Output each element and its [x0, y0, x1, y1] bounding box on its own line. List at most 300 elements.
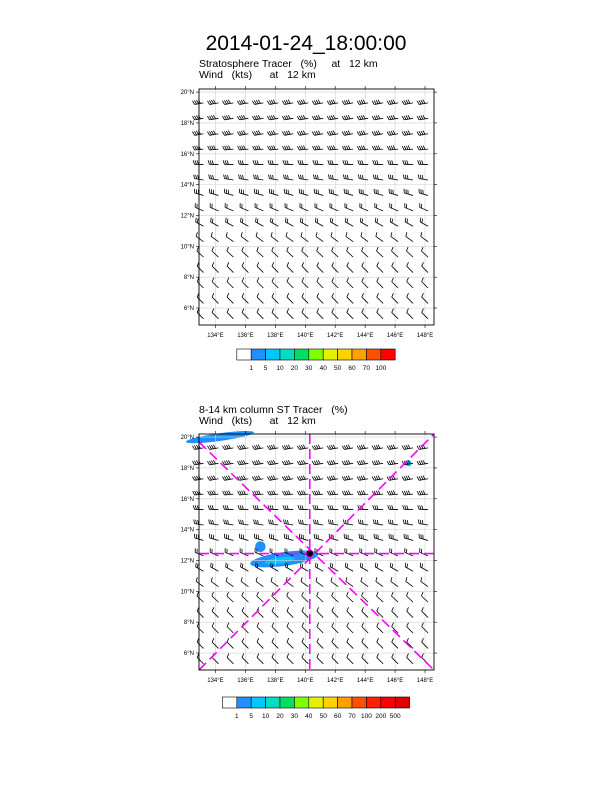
wind-barb-feather: [211, 445, 213, 449]
wind-barb-feather: [239, 174, 240, 178]
wind-barb-feather: [211, 131, 213, 135]
colorbar-panel2: [222, 697, 409, 720]
x-tick-label: 134°E: [207, 678, 224, 684]
wind-barb-feather: [239, 519, 240, 523]
wind-barb-feather: [254, 461, 256, 465]
wind-barb-feather: [257, 160, 258, 164]
wind-barb-feather: [271, 232, 272, 236]
wind-barb-feather: [388, 174, 389, 178]
wind-barb-feather: [212, 564, 213, 568]
wind-barb-feather: [286, 445, 288, 449]
wind-barb-feather: [343, 519, 344, 523]
wind-barb-feather: [287, 219, 288, 223]
wind-barb-feather: [318, 460, 320, 464]
wind-barb-feather: [357, 116, 359, 120]
wind-barb-feather: [317, 247, 319, 251]
wind-barb-feather: [357, 477, 359, 481]
wind-barb-feather: [391, 577, 392, 581]
wind-barb-feather: [301, 146, 303, 150]
wind-barb-shaft: [361, 581, 368, 586]
wind-barb-feather: [348, 131, 350, 135]
wind-barb-feather: [346, 445, 348, 449]
wind-barb-feather: [267, 477, 269, 481]
wind-barb-feather: [208, 491, 210, 495]
wind-barb-feather: [272, 654, 274, 658]
wind-barb-feather: [377, 638, 379, 642]
wind-barb-feather: [196, 218, 197, 222]
wind-barb-feather: [300, 505, 301, 509]
wind-barb-feather: [287, 278, 289, 282]
wind-barb-shaft: [254, 179, 263, 180]
wind-barb-shaft: [360, 207, 368, 210]
wind-barb-feather: [406, 247, 408, 251]
wind-barb-feather: [317, 262, 319, 266]
wind-barb-shaft: [299, 524, 308, 525]
wind-barb-feather: [257, 505, 258, 509]
wind-barb-feather: [256, 115, 258, 119]
wind-barb-feather: [196, 100, 198, 104]
wind-barb-feather: [237, 461, 239, 465]
wind-barb-shaft: [225, 524, 234, 525]
wind-barb-feather: [345, 175, 346, 179]
wind-barb-feather: [227, 505, 228, 509]
wind-barb-feather: [227, 293, 229, 297]
wind-barb-feather: [211, 563, 212, 567]
wind-barb-shaft: [374, 538, 383, 540]
wind-barb-feather: [375, 505, 376, 509]
wind-barb-feather: [375, 218, 376, 222]
wind-barb-feather: [227, 247, 229, 251]
wind-barb-shaft: [420, 222, 428, 226]
wind-barb-feather: [313, 160, 314, 164]
wind-barb-feather: [378, 445, 380, 449]
wind-barb-feather: [328, 505, 329, 509]
wind-barb-feather: [357, 132, 359, 136]
wind-barb-feather: [362, 278, 364, 282]
wind-barb-shaft: [377, 627, 383, 633]
x-tick-label: 138°E: [267, 333, 284, 339]
wind-barb-feather: [332, 520, 333, 524]
wind-barb-feather: [316, 232, 317, 236]
wind-barb-feather: [302, 564, 303, 568]
wind-barb-feather: [268, 491, 270, 495]
wind-barb-feather: [391, 247, 393, 251]
wind-barb-feather: [417, 446, 419, 450]
wind-barb-feather: [347, 592, 349, 596]
wind-barb-feather: [268, 160, 269, 164]
wind-barb-feather: [392, 262, 394, 266]
wind-barb-shaft: [242, 596, 249, 602]
colorbar-box: [395, 697, 409, 708]
wind-barb-shaft: [331, 236, 338, 241]
wind-barb-shaft: [317, 627, 323, 633]
colorbar-label: 5: [249, 713, 254, 720]
colorbar-box: [309, 697, 323, 708]
wind-barb-feather: [243, 175, 244, 179]
wind-barb-feather: [242, 607, 244, 611]
wind-barb-feather: [238, 491, 240, 495]
wind-barb-feather: [392, 654, 394, 658]
wind-barb-feather: [421, 247, 423, 251]
wind-barb-feather: [193, 491, 195, 495]
wind-barb-feather: [405, 218, 406, 222]
wind-barb-feather: [271, 445, 273, 449]
wind-barb-feather: [377, 654, 379, 658]
wind-barb-feather: [373, 174, 374, 178]
wind-barb-shaft: [241, 236, 248, 241]
wind-barb-feather: [345, 160, 346, 164]
wind-barb-feather: [271, 476, 273, 480]
wind-barb-feather: [255, 505, 256, 509]
wind-barb-shaft: [347, 627, 353, 633]
wind-barb-feather: [346, 232, 347, 236]
wind-barb-shaft: [197, 627, 203, 633]
wind-barb-feather: [315, 563, 316, 567]
wind-barb-feather: [389, 146, 391, 150]
wind-barb-shaft: [377, 642, 383, 648]
wind-barb-feather: [359, 491, 361, 495]
wind-barb-feather: [227, 607, 229, 611]
wind-barb-feather: [286, 100, 288, 104]
wind-barb-feather: [406, 577, 407, 581]
wind-barb-feather: [285, 218, 286, 222]
wind-barb-feather: [418, 519, 419, 523]
wind-barb-feather: [408, 100, 410, 104]
wind-barb-feather: [332, 160, 333, 164]
wind-barb-feather: [362, 309, 364, 313]
wind-barb-feather: [318, 445, 320, 449]
wind-barb-feather: [211, 476, 213, 480]
wind-barb-shaft: [419, 524, 428, 525]
wind-barb-feather: [227, 262, 229, 266]
wind-barb-feather: [227, 654, 229, 658]
wind-barb-shaft: [269, 524, 278, 525]
wind-barb-shaft: [391, 596, 398, 602]
storm-center-marker: [306, 550, 313, 557]
wind-barb-shaft: [210, 179, 219, 180]
wind-barb-feather: [392, 623, 394, 627]
wind-barb-shaft: [210, 193, 219, 195]
wind-barb-feather: [272, 278, 274, 282]
wind-barb-shaft: [284, 179, 293, 180]
wind-barb-feather: [225, 160, 226, 164]
y-tick-label: 6°N: [183, 306, 194, 313]
wind-barb-feather: [224, 131, 226, 135]
wind-barb-feather: [346, 100, 348, 104]
wind-barb-feather: [227, 564, 228, 568]
wind-barb-feather: [378, 491, 380, 495]
wind-barb-feather: [196, 115, 198, 119]
wind-barb-feather: [388, 519, 389, 523]
wind-barb-shaft: [287, 251, 294, 257]
wind-barb-feather: [359, 445, 361, 449]
wind-barb-feather: [329, 100, 331, 104]
wind-barb-feather: [285, 175, 286, 179]
wind-barb-feather: [284, 116, 286, 120]
wind-barb-shaft: [255, 193, 264, 195]
wind-barb-feather: [197, 247, 199, 251]
wind-barb-shaft: [405, 222, 413, 226]
wind-barb-feather: [407, 654, 409, 658]
wind-barb-feather: [327, 146, 329, 150]
wind-barb-feather: [196, 476, 198, 480]
wind-barb-feather: [372, 461, 374, 465]
wind-barb-shaft: [257, 297, 263, 303]
wind-barb-feather: [359, 100, 361, 104]
wind-barb-feather: [208, 160, 209, 164]
wind-barb-feather: [196, 232, 197, 236]
wind-barb-feather: [327, 491, 329, 495]
wind-barb-feather: [257, 262, 259, 266]
wind-barb-feather: [421, 592, 423, 596]
wind-barb-feather: [408, 115, 410, 119]
wind-barb-feather: [226, 218, 227, 222]
wind-barb-feather: [285, 520, 286, 524]
wind-barb-feather: [284, 491, 286, 495]
wind-barb-feather: [407, 278, 409, 282]
wind-barb-feather: [389, 100, 391, 104]
wind-barb-feather: [328, 160, 329, 164]
wind-barb-feather: [344, 116, 346, 120]
colorbar-label: 20: [290, 365, 299, 372]
wind-barb-feather: [318, 146, 320, 150]
wind-barb-feather: [347, 505, 348, 509]
wind-barb-feather: [272, 175, 273, 179]
wind-barb-feather: [330, 175, 331, 179]
wind-barb-shaft: [374, 179, 383, 180]
wind-barb-shaft: [257, 611, 263, 617]
wind-barb-shaft: [317, 596, 324, 602]
wind-barb-feather: [312, 146, 314, 150]
wind-barb-feather: [312, 132, 314, 136]
wind-barb-feather: [256, 100, 258, 104]
wind-barb-feather: [420, 563, 421, 567]
wind-barb-shaft: [377, 282, 383, 288]
wind-barb-shaft: [315, 538, 324, 540]
wind-barb-feather: [288, 476, 290, 480]
wind-barb-feather: [392, 520, 393, 524]
wind-barb-feather: [228, 476, 230, 480]
wind-barb-feather: [375, 520, 376, 524]
wind-barb-feather: [257, 219, 258, 223]
wind-barb-feather: [374, 445, 376, 449]
wind-barb-feather: [302, 592, 304, 596]
wind-barb-feather: [197, 491, 199, 495]
wind-barb-shaft: [389, 193, 398, 195]
wind-barb-feather: [212, 160, 213, 164]
wind-barb-shaft: [197, 251, 204, 257]
wind-barb-feather: [377, 247, 379, 251]
wind-barb-shaft: [316, 236, 323, 241]
wind-barb-feather: [331, 131, 333, 135]
colorbar-box: [266, 349, 280, 360]
wind-barb-shaft: [240, 207, 248, 210]
wind-barb-feather: [241, 115, 243, 119]
wind-barb-shaft: [287, 657, 293, 663]
wind-barb-shaft: [420, 207, 428, 210]
wind-barb-feather: [288, 491, 290, 495]
wind-barb-feather: [329, 445, 331, 449]
wind-barb-feather: [344, 146, 346, 150]
x-tick-label: 134°E: [207, 333, 224, 339]
wind-barb-feather: [342, 446, 344, 450]
wind-barb-feather: [197, 592, 199, 596]
wind-barb-feather: [239, 100, 241, 104]
wind-barb-shaft: [271, 581, 278, 586]
wind-barb-feather: [389, 116, 391, 120]
wind-barb-feather: [357, 461, 359, 465]
wind-barb-feather: [212, 638, 214, 642]
wind-barb-shaft: [211, 236, 218, 241]
wind-barb-feather: [208, 146, 210, 150]
wind-barb-feather: [225, 146, 227, 150]
wind-barb-feather: [195, 160, 196, 164]
wind-barb-feather: [376, 232, 377, 236]
wind-barb-feather: [318, 491, 320, 495]
wind-barb-feather: [212, 309, 214, 313]
wind-barb-feather: [254, 519, 255, 523]
wind-barb-feather: [267, 446, 269, 450]
wind-barb-shaft: [196, 581, 203, 586]
wind-barb-feather: [314, 131, 316, 135]
wind-barb-feather: [331, 445, 333, 449]
wind-barb-feather: [271, 175, 272, 179]
wind-barb-feather: [241, 460, 243, 464]
wind-barb-feather: [387, 146, 389, 150]
wind-barb-feather: [314, 445, 316, 449]
wind-barb-feather: [346, 146, 348, 150]
wind-barb-feather: [362, 592, 364, 596]
wind-barb-shaft: [226, 567, 234, 571]
wind-barb-shaft: [197, 611, 203, 617]
y-tick-label: 16°N: [180, 151, 194, 158]
wind-barb-feather: [374, 146, 376, 150]
wind-barb-feather: [298, 505, 299, 509]
wind-barb-feather: [301, 131, 303, 135]
wind-barb-feather: [387, 116, 389, 120]
wind-barb-shaft: [344, 179, 353, 180]
wind-barb-feather: [224, 116, 226, 120]
wind-barb-feather: [422, 638, 424, 642]
wind-barb-feather: [347, 309, 349, 313]
colorbar-label: 200: [375, 713, 387, 720]
wind-barb-feather: [406, 476, 408, 480]
wind-barb-shaft: [407, 657, 413, 663]
wind-barb-feather: [315, 218, 316, 222]
wind-barb-feather: [209, 476, 211, 480]
wind-barb-feather: [211, 115, 213, 119]
wind-barb-feather: [372, 146, 374, 150]
colorbar-label: 100: [360, 713, 372, 720]
wind-barb-feather: [228, 520, 229, 524]
wind-barb-feather: [196, 131, 198, 135]
wind-barb-feather: [286, 476, 288, 480]
wind-barb-feather: [194, 174, 195, 178]
colorbar-label: 40: [305, 713, 313, 720]
wind-barb-feather: [194, 476, 196, 480]
wind-barb-feather: [255, 491, 257, 495]
wind-barb-feather: [282, 491, 284, 495]
wind-barb-feather: [332, 175, 333, 179]
wind-barb-feather: [269, 131, 271, 135]
wind-barb-feather: [405, 505, 406, 509]
wind-barb-feather: [318, 476, 320, 480]
colorbar-label: 10: [261, 713, 270, 720]
wind-barb-shaft: [345, 222, 353, 226]
wind-barb-shaft: [375, 222, 383, 226]
wind-barb-feather: [318, 115, 320, 119]
wind-barb-feather: [422, 278, 424, 282]
wind-barb-shaft: [359, 524, 368, 525]
wind-barb-shaft: [344, 538, 353, 540]
wind-barb-feather: [224, 445, 226, 449]
wind-barb-feather: [390, 520, 391, 524]
colorbar-label: 10: [276, 365, 284, 372]
wind-barb-shaft: [197, 312, 203, 318]
colorbar-label: 70: [348, 713, 356, 720]
wind-barb-shaft: [317, 282, 323, 288]
wind-barb-shaft: [316, 581, 323, 586]
wind-barb-feather: [378, 115, 380, 119]
wind-barb-feather: [406, 146, 408, 150]
wind-barb-feather: [392, 638, 394, 642]
wind-barb-feather: [360, 563, 361, 567]
wind-barb-feather: [240, 160, 241, 164]
wind-barb-feather: [312, 477, 314, 481]
wind-barb-feather: [377, 293, 379, 297]
wind-barb-feather: [359, 131, 361, 135]
wind-barb-feather: [417, 132, 419, 136]
wind-barb-feather: [272, 219, 273, 223]
colorbar-label: 5: [263, 365, 268, 372]
wind-barb-feather: [345, 520, 346, 524]
wind-barb-feather: [344, 491, 346, 495]
wind-barb-feather: [317, 607, 319, 611]
wind-barb-feather: [255, 160, 256, 164]
wind-barb-feather: [314, 461, 316, 465]
wind-barb-feather: [283, 505, 284, 509]
x-tick-label: 148°E: [416, 678, 434, 684]
x-tick-label: 138°E: [267, 678, 284, 684]
wind-barb-feather: [239, 461, 241, 465]
wind-barb-feather: [196, 520, 197, 524]
wind-barb-feather: [362, 654, 364, 658]
wind-barb-feather: [404, 476, 406, 480]
wind-barb-feather: [374, 131, 376, 135]
wind-barb-feather: [302, 654, 304, 658]
colorbar-box: [251, 349, 265, 360]
wind-barb-feather: [192, 446, 194, 450]
wind-barb-feather: [272, 309, 274, 313]
wind-barb-feather: [302, 160, 303, 164]
wind-barb-feather: [419, 491, 421, 495]
wind-barb-feather: [240, 505, 241, 509]
wind-barb-feather: [404, 445, 406, 449]
wind-barb-feather: [211, 460, 213, 464]
wind-barb-shaft: [257, 596, 264, 602]
wind-barb-feather: [212, 219, 213, 223]
wind-barb-feather: [390, 218, 391, 222]
wind-barb-feather: [389, 445, 391, 449]
wind-barb-shaft: [389, 179, 398, 180]
wind-barb-shaft: [227, 642, 233, 648]
colorbar-box: [280, 349, 294, 360]
wind-barb-shaft: [211, 222, 219, 226]
panel2-plot: [181, 428, 437, 684]
wind-barb-feather: [212, 607, 214, 611]
wind-barb-feather: [362, 219, 363, 223]
wind-barb-shaft: [226, 581, 233, 586]
